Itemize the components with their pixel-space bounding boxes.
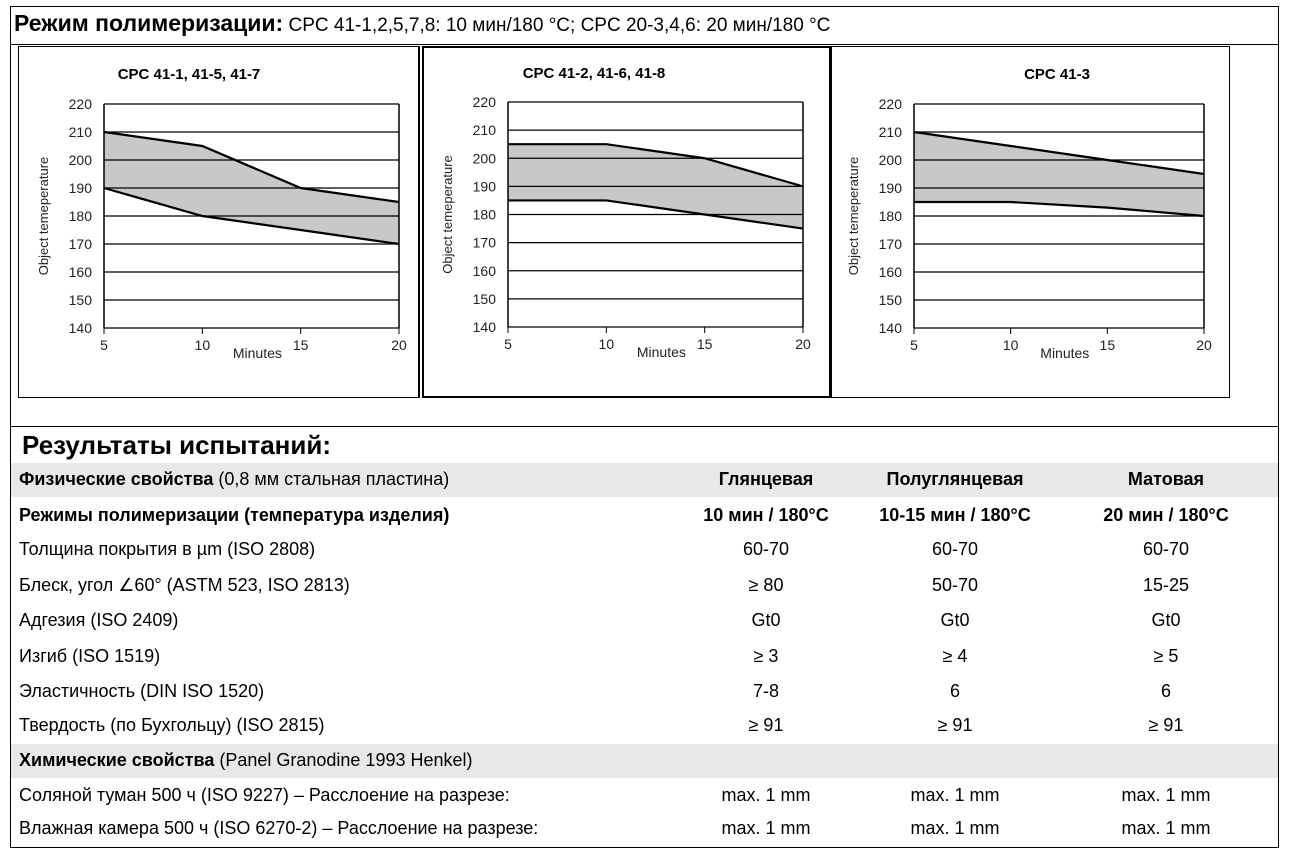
y-tick-label: 150 (472, 290, 496, 307)
chart-title: CPC 41-3 (1024, 66, 1090, 83)
cell-value: 6 (1160, 681, 1171, 701)
chart-1-container (18, 46, 420, 398)
cell-value: 60-70 (742, 539, 790, 559)
physical-properties-header (11, 463, 1278, 497)
cell-value: ≥ 80 (748, 575, 784, 595)
y-tick-label: 200 (472, 150, 496, 167)
x-tick-label: 5 (504, 336, 512, 352)
cell-value: max. 1 mm (721, 785, 811, 805)
y-tick-label: 140 (878, 320, 902, 336)
table-row (11, 709, 1278, 743)
cure-mode-title (14, 10, 830, 37)
y-tick-label: 200 (68, 152, 92, 168)
table-row (11, 533, 1278, 567)
cell-value: ≥ 5 (1153, 646, 1179, 666)
cell-value: Gt0 (940, 610, 970, 630)
chart-3-container (831, 46, 1230, 398)
chemical-label-rest: (Panel Granodine 1993 Henkel) (214, 750, 473, 770)
row-label: Изгиб (ISO 1519) (19, 646, 161, 666)
y-axis-label: Object temeperature (36, 156, 51, 276)
y-tick-label: 220 (878, 96, 902, 112)
cell-value: Gt0 (751, 610, 781, 630)
y-tick-label: 190 (472, 178, 496, 195)
x-axis-label: Minutes (1040, 345, 1090, 361)
cell-value: max. 1 mm (1121, 785, 1211, 805)
divider (10, 44, 1279, 45)
cure-mode-label: Режим полимеризации: (14, 10, 284, 36)
y-tick-label: 190 (878, 180, 902, 196)
y-tick-label: 140 (68, 320, 92, 336)
chart-1 (19, 47, 419, 397)
y-tick-label: 160 (878, 264, 902, 280)
y-tick-label: 170 (472, 234, 496, 251)
x-tick-label: 15 (1099, 337, 1116, 353)
y-tick-label: 180 (68, 208, 92, 224)
cure-schedule-label: Режимы полимеризации (температура изделия) (19, 505, 450, 525)
y-tick-label: 210 (68, 124, 92, 140)
chemical-properties-header (11, 744, 1278, 778)
y-tick-label: 140 (472, 319, 496, 335)
y-tick-label: 170 (878, 236, 902, 252)
cell-value: max. 1 mm (910, 785, 1000, 805)
y-axis-label: Object temeperature (846, 156, 861, 276)
chemical-label-bold: Химические свойства (19, 750, 215, 770)
y-tick-label: 160 (472, 262, 496, 279)
y-tick-label: 220 (472, 94, 496, 110)
row-label: Соляной туман 500 ч (ISO 9227) – Расслоение на разрезе: (19, 785, 510, 805)
y-tick-label: 180 (472, 206, 496, 223)
y-tick-label: 190 (68, 180, 92, 196)
col-header-matt: Матовая (1127, 469, 1205, 489)
chart-2-container (422, 46, 831, 398)
row-label: Блеск, угол ∠60° (ASTM 523, ISO 2813) (19, 575, 350, 595)
chart-title: CPC 41-2, 41-6, 41-8 (522, 65, 666, 82)
cure-semigloss: 10-15 мин / 180°C (879, 505, 1031, 525)
table-row (11, 812, 1278, 846)
x-tick-label: 5 (100, 337, 108, 353)
cure-mode-text: CPC 41-1,2,5,7,8: 10 мин/180 °C; CPC 20-3,4,6: 20 мин/180 °C (283, 15, 831, 36)
y-tick-label: 160 (68, 264, 92, 280)
cell-value: ≥ 3 (753, 646, 779, 666)
table-row (11, 779, 1278, 813)
table-row (11, 604, 1278, 638)
table-row (11, 675, 1278, 709)
x-axis-label: Minutes (232, 345, 282, 361)
chart-3 (832, 47, 1229, 397)
x-tick-label: 15 (696, 336, 713, 352)
chemical-properties-label (19, 750, 473, 771)
row-label: Твердость (по Бухгольцу) (ISO 2815) (19, 715, 325, 735)
cell-value: ≥ 91 (1148, 715, 1184, 735)
y-tick-label: 150 (878, 292, 902, 308)
x-tick-label: 10 (1002, 337, 1019, 353)
cell-value: max. 1 mm (910, 818, 1000, 838)
row-label: Эластичность (DIN ISO 1520) (19, 681, 265, 701)
cure-schedule-row (11, 499, 1278, 533)
y-tick-label: 180 (878, 208, 902, 224)
row-label: Толщина покрытия в µm (ISO 2808) (19, 539, 316, 559)
band-area (914, 132, 1204, 216)
x-tick-label: 20 (795, 336, 811, 352)
physical-properties-label (19, 469, 449, 490)
row-label: Адгезия (ISO 2409) (19, 610, 179, 630)
cell-value: 60-70 (1142, 539, 1190, 559)
chart-2 (424, 48, 829, 396)
y-tick-label: 210 (878, 124, 902, 140)
cell-value: max. 1 mm (721, 818, 811, 838)
col-header-semigloss: Полуглянцевая (886, 469, 1024, 489)
cell-value: ≥ 4 (942, 646, 968, 666)
physical-label-bold: Физические свойства (19, 469, 214, 489)
x-tick-label: 20 (1196, 337, 1212, 353)
cure-matt: 20 мин / 180°C (1103, 505, 1229, 525)
cell-value: ≥ 91 (937, 715, 973, 735)
x-tick-label: 20 (391, 337, 407, 353)
divider (10, 426, 1279, 427)
row-label: Влажная камера 500 ч (ISO 6270-2) – Расслоение на разрезе: (19, 818, 539, 838)
table-row (11, 640, 1278, 674)
cell-value: 60-70 (931, 539, 979, 559)
cell-value: 15-25 (1142, 575, 1190, 595)
col-header-gloss: Глянцевая (718, 469, 814, 489)
cell-value: Gt0 (1151, 610, 1181, 630)
x-tick-label: 10 (598, 336, 615, 352)
cell-value: 6 (949, 681, 960, 701)
physical-label-rest: (0,8 мм стальная пластина) (213, 469, 450, 489)
cure-gloss: 10 мин / 180°C (703, 505, 829, 525)
x-tick-label: 5 (910, 337, 918, 353)
cell-value: 50-70 (931, 575, 979, 595)
x-axis-label: Minutes (636, 344, 686, 360)
y-tick-label: 210 (472, 122, 496, 139)
table-row (11, 569, 1278, 603)
results-title: Результаты испытаний: (22, 430, 331, 460)
y-tick-label: 200 (878, 152, 902, 168)
x-tick-label: 10 (194, 337, 211, 353)
y-tick-label: 220 (68, 96, 92, 112)
cell-value: 7-8 (752, 681, 779, 701)
cell-value: ≥ 91 (748, 715, 784, 735)
y-tick-label: 150 (68, 292, 92, 308)
cell-value: max. 1 mm (1121, 818, 1211, 838)
y-axis-label: Object temeperature (440, 155, 455, 274)
y-tick-label: 170 (68, 236, 92, 252)
x-tick-label: 15 (292, 337, 309, 353)
chart-title: CPC 41-1, 41-5, 41-7 (117, 66, 261, 83)
